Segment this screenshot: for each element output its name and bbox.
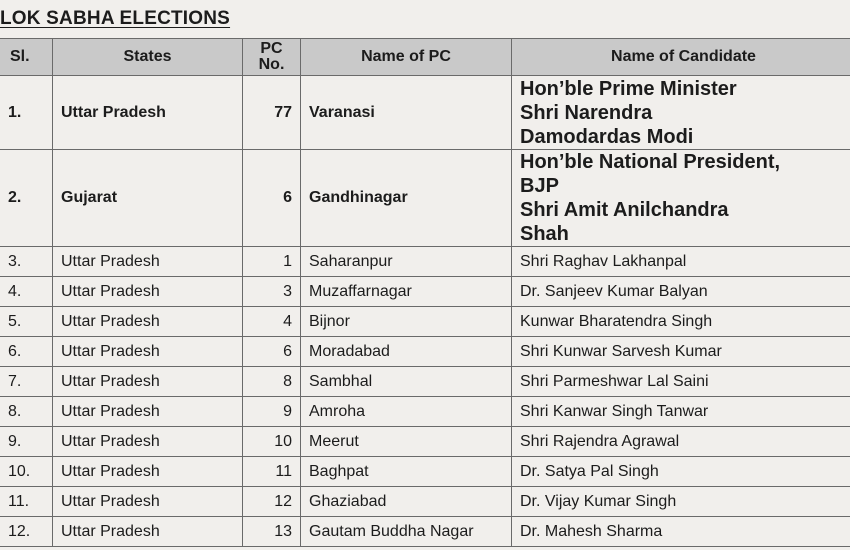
table-row xyxy=(0,457,850,487)
table-row xyxy=(0,337,850,367)
cell-candidate: Shri Parmeshwar Lal Saini xyxy=(512,367,850,397)
table-row xyxy=(0,367,850,397)
cell-state: Uttar Pradesh xyxy=(53,367,243,397)
cell-pc-no: 1 xyxy=(243,247,301,277)
table-row xyxy=(0,247,850,277)
column-header-name-of-pc: Name of PC xyxy=(301,39,512,76)
cell-candidate xyxy=(512,150,850,247)
table-row xyxy=(0,76,850,150)
cell-pc-no: 77 xyxy=(243,76,301,150)
cell-candidate: Dr. Sanjeev Kumar Balyan xyxy=(512,277,850,307)
column-header-states: States xyxy=(53,39,243,76)
cell-sl: 3. xyxy=(0,247,53,277)
cell-pc-name: Varanasi xyxy=(301,76,512,150)
cell-sl: 4. xyxy=(0,277,53,307)
cell-sl: 10. xyxy=(0,457,53,487)
cell-candidate xyxy=(512,76,850,150)
candidate-line: Hon’ble Prime Minister xyxy=(520,77,737,100)
cell-state: Uttar Pradesh xyxy=(53,307,243,337)
cell-state: Uttar Pradesh xyxy=(53,487,243,517)
cell-candidate: Dr. Satya Pal Singh xyxy=(512,457,850,487)
cell-pc-name: Sambhal xyxy=(301,367,512,397)
table-header-row xyxy=(0,39,850,76)
cell-pc-name: Baghpat xyxy=(301,457,512,487)
table-row xyxy=(0,277,850,307)
cell-candidate: Dr. Mahesh Sharma xyxy=(512,517,850,547)
table-row xyxy=(0,427,850,457)
table-row xyxy=(0,487,850,517)
cell-state: Uttar Pradesh xyxy=(53,517,243,547)
cell-pc-no: 6 xyxy=(243,337,301,367)
cell-state: Uttar Pradesh xyxy=(53,337,243,367)
cell-pc-no: 11 xyxy=(243,457,301,487)
column-header-pc-no-line2: No. xyxy=(258,56,285,73)
cell-pc-no: 10 xyxy=(243,427,301,457)
cell-candidate: Shri Kunwar Sarvesh Kumar xyxy=(512,337,850,367)
column-header-name-of-candidate: Name of Candidate xyxy=(512,39,850,76)
cell-candidate: Dr. Vijay Kumar Singh xyxy=(512,487,850,517)
cell-pc-no: 3 xyxy=(243,277,301,307)
column-header-pc-no-line1: PC xyxy=(260,40,283,57)
candidate-line: Shah xyxy=(520,223,569,245)
candidate-line: Shri Amit Anilchandra xyxy=(520,199,729,221)
page-title: LOK SABHA ELECTIONS xyxy=(0,8,231,29)
table-row xyxy=(0,150,850,247)
cell-pc-no: 6 xyxy=(243,150,301,247)
cell-pc-no: 9 xyxy=(243,397,301,427)
cell-sl: 2. xyxy=(0,150,53,247)
cell-pc-no: 13 xyxy=(243,517,301,547)
column-header-sl: Sl. xyxy=(0,39,53,76)
cell-state: Uttar Pradesh xyxy=(53,277,243,307)
cell-state: Uttar Pradesh xyxy=(53,427,243,457)
cell-candidate: Kunwar Bharatendra Singh xyxy=(512,307,850,337)
cell-pc-no: 4 xyxy=(243,307,301,337)
cell-pc-name: Gautam Buddha Nagar xyxy=(301,517,512,547)
cell-sl: 6. xyxy=(0,337,53,367)
candidate-line: Damodardas Modi xyxy=(520,125,694,148)
cell-pc-name: Muzaffarnagar xyxy=(301,277,512,307)
cell-pc-name: Bijnor xyxy=(301,307,512,337)
cell-candidate: Shri Kanwar Singh Tanwar xyxy=(512,397,850,427)
cell-state: Uttar Pradesh xyxy=(53,397,243,427)
cell-sl: 1. xyxy=(0,76,53,150)
cell-state: Gujarat xyxy=(53,150,243,247)
table-row xyxy=(0,397,850,427)
cell-sl: 7. xyxy=(0,367,53,397)
candidate-line: Shri Narendra xyxy=(520,101,653,124)
cell-pc-no: 8 xyxy=(243,367,301,397)
candidate-line: Hon’ble National President, xyxy=(520,151,781,173)
cell-pc-name: Gandhinagar xyxy=(301,150,512,247)
cell-pc-name: Meerut xyxy=(301,427,512,457)
cell-sl: 11. xyxy=(0,487,53,517)
table-row xyxy=(0,307,850,337)
cell-sl: 9. xyxy=(0,427,53,457)
cell-candidate: Shri Raghav Lakhanpal xyxy=(512,247,850,277)
candidate-line: BJP xyxy=(520,175,559,197)
table-row xyxy=(0,517,850,547)
cell-pc-name: Saharanpur xyxy=(301,247,512,277)
cell-pc-name: Amroha xyxy=(301,397,512,427)
cell-sl: 5. xyxy=(0,307,53,337)
cell-state: Uttar Pradesh xyxy=(53,457,243,487)
cell-sl: 12. xyxy=(0,517,53,547)
candidates-table xyxy=(0,38,850,547)
cell-pc-no: 12 xyxy=(243,487,301,517)
cell-candidate: Shri Rajendra Agrawal xyxy=(512,427,850,457)
cell-sl: 8. xyxy=(0,397,53,427)
cell-pc-name: Ghaziabad xyxy=(301,487,512,517)
cell-pc-name: Moradabad xyxy=(301,337,512,367)
column-header-pc-no xyxy=(243,39,301,76)
cell-state: Uttar Pradesh xyxy=(53,247,243,277)
cell-state: Uttar Pradesh xyxy=(53,76,243,150)
